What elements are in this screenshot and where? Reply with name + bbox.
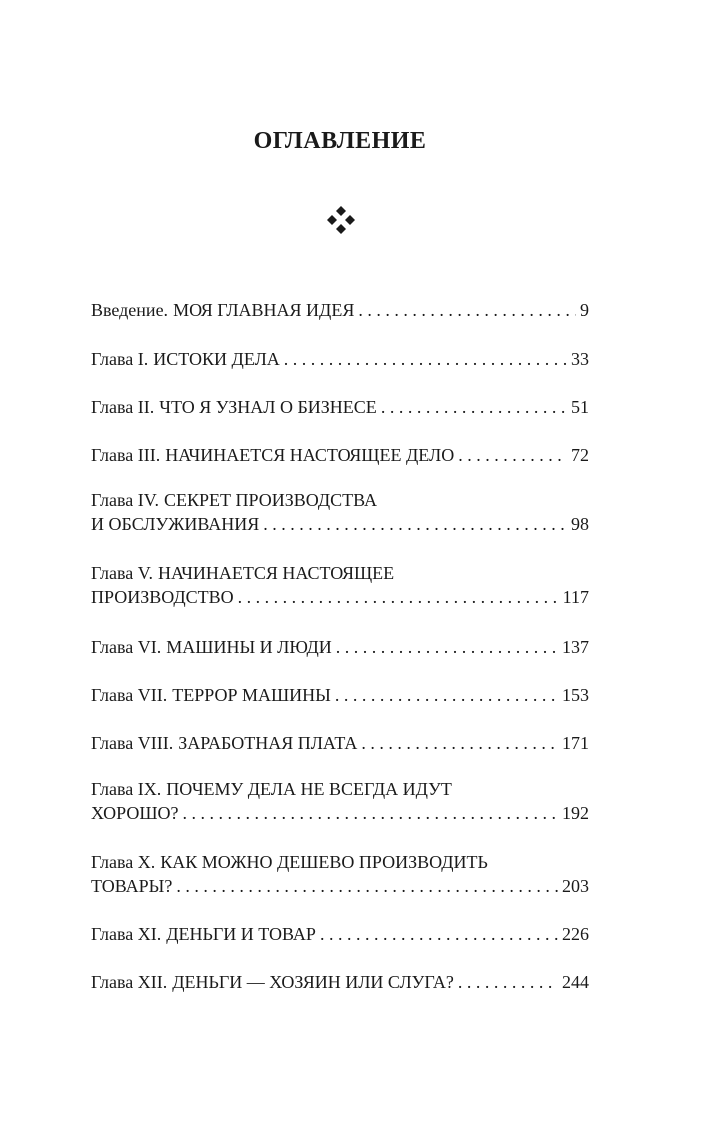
toc-entry[interactable] xyxy=(91,777,589,825)
toc-entry-page-number: 244 xyxy=(562,972,589,992)
toc-entry-leader-dots xyxy=(238,585,559,609)
toc-entry[interactable] xyxy=(91,443,589,467)
toc-entry-last-line xyxy=(91,585,589,609)
toc-entry-line xyxy=(91,731,589,755)
four-diamonds-ornament-icon xyxy=(326,205,356,235)
toc-entry-line xyxy=(91,443,589,467)
toc-entry-leader-dots xyxy=(263,512,567,536)
toc-entry-title: НАЧИНАЕТСЯ НАСТОЯЩЕЕ ДЕЛО xyxy=(165,445,455,465)
toc-entry-last-line xyxy=(91,801,589,825)
toc-entry-page-number: 72 xyxy=(571,445,589,465)
toc-entry-title-line1: НАЧИНАЕТСЯ НАСТОЯЩЕЕ xyxy=(157,563,395,583)
toc-entry-page-number: 203 xyxy=(562,876,589,896)
toc-entry-page-number: 137 xyxy=(562,637,589,657)
toc-entry-title: ТЕРРОР МАШИНЫ xyxy=(172,685,331,705)
toc-entry-title: ДЕНЬГИ — ХОЗЯИН ИЛИ СЛУГА? xyxy=(172,972,454,992)
toc-entry-title: МОЯ ГЛАВНАЯ ИДЕЯ xyxy=(173,300,355,320)
toc-entry-line xyxy=(91,970,589,994)
toc-entry-leader-dots xyxy=(336,635,558,659)
toc-entry[interactable] xyxy=(91,922,589,946)
toc-entry-title: МАШИНЫ И ЛЮДИ xyxy=(166,637,332,657)
toc-entry-chapter-number: Глава X. xyxy=(91,852,156,872)
toc-entry-leader-dots xyxy=(284,347,567,371)
toc-entry-leader-dots xyxy=(320,922,558,946)
toc-entry-page-number: 98 xyxy=(571,514,589,534)
toc-entry-first-line xyxy=(91,777,589,801)
toc-entry-chapter-number: Глава VIII. xyxy=(91,733,174,753)
toc-entry-leader-dots xyxy=(361,731,558,755)
toc-entry-line xyxy=(91,347,589,371)
toc-entry-page-number: 9 xyxy=(580,300,589,320)
toc-entry[interactable] xyxy=(91,395,589,419)
toc-entry-title: ЗАРАБОТНАЯ ПЛАТА xyxy=(178,733,358,753)
toc-entry-leader-dots xyxy=(458,443,567,467)
toc-entry[interactable] xyxy=(91,561,589,609)
toc-entry-chapter-number: Глава VII. xyxy=(91,685,168,705)
toc-entry-page-number: 226 xyxy=(562,924,589,944)
toc-entry-title-line1: КАК МОЖНО ДЕШЕВО ПРОИЗВОДИТЬ xyxy=(160,852,488,872)
toc-entry-leader-dots xyxy=(458,970,558,994)
toc-entry-page-number: 51 xyxy=(571,397,589,417)
toc-entry-first-line xyxy=(91,488,589,512)
toc-entry-line xyxy=(91,683,589,707)
toc-entry-chapter-number: Глава XI. xyxy=(91,924,162,944)
toc-entry-title-line1: ПОЧЕМУ ДЕЛА НЕ ВСЕГДА ИДУТ xyxy=(166,779,452,799)
toc-entry-chapter-number: Глава II. xyxy=(91,397,155,417)
toc-entry-page-number: 117 xyxy=(562,587,589,607)
toc-entry-line xyxy=(91,635,589,659)
toc-entry[interactable] xyxy=(91,970,589,994)
toc-entry-line xyxy=(91,298,589,322)
toc-entry[interactable] xyxy=(91,488,589,536)
toc-entry-leader-dots xyxy=(358,298,576,322)
toc-entry-title: ЧТО Я УЗНАЛ О БИЗНЕСЕ xyxy=(159,397,377,417)
toc-entry-leader-dots xyxy=(381,395,567,419)
toc-entry-leader-dots xyxy=(182,801,558,825)
toc-entry-title-line1: СЕКРЕТ ПРОИЗВОДСТВА xyxy=(163,490,377,510)
toc-entry-page-number: 153 xyxy=(562,685,589,705)
toc-entry-line xyxy=(91,395,589,419)
toc-entry-chapter-number: Глава VI. xyxy=(91,637,162,657)
toc-entry-chapter-number: Введение. xyxy=(91,300,169,320)
page-title: ОГЛАВЛЕНИЕ xyxy=(253,128,427,154)
toc-entry-title: ИСТОКИ ДЕЛА xyxy=(153,349,280,369)
toc-entry-title: И ОБСЛУЖИВАНИЯ xyxy=(91,514,260,534)
toc-entry-last-line xyxy=(91,512,589,536)
toc-entry[interactable] xyxy=(91,731,589,755)
toc-entry-chapter-number: Глава XII. xyxy=(91,972,168,992)
toc-entry-page-number: 171 xyxy=(562,733,589,753)
toc-entry[interactable] xyxy=(91,298,589,322)
toc-entry-chapter-number: Глава III. xyxy=(91,445,161,465)
toc-entry-chapter-number: Глава IV. xyxy=(91,490,159,510)
toc-entry-page-number: 192 xyxy=(562,803,589,823)
toc-entry-title: ХОРОШО? xyxy=(91,803,179,823)
toc-entry[interactable] xyxy=(91,850,589,898)
toc-entry-title: ДЕНЬГИ И ТОВАР xyxy=(166,924,316,944)
toc-entry[interactable] xyxy=(91,683,589,707)
toc-entry-leader-dots xyxy=(176,874,558,898)
toc-entry-leader-dots xyxy=(335,683,558,707)
toc-entry[interactable] xyxy=(91,347,589,371)
toc-entry-chapter-number: Глава V. xyxy=(91,563,153,583)
toc-entry-last-line xyxy=(91,874,589,898)
toc-entry-line xyxy=(91,922,589,946)
toc-entry-chapter-number: Глава IX. xyxy=(91,779,162,799)
toc-entry-title: ТОВАРЫ? xyxy=(91,876,173,896)
toc-entry-title: ПРОИЗВОДСТВО xyxy=(91,587,234,607)
toc-entry-page-number: 33 xyxy=(571,349,589,369)
toc-entry-first-line xyxy=(91,561,589,585)
toc-entry-first-line xyxy=(91,850,589,874)
toc-entry-chapter-number: Глава I. xyxy=(91,349,149,369)
toc-entry[interactable] xyxy=(91,635,589,659)
